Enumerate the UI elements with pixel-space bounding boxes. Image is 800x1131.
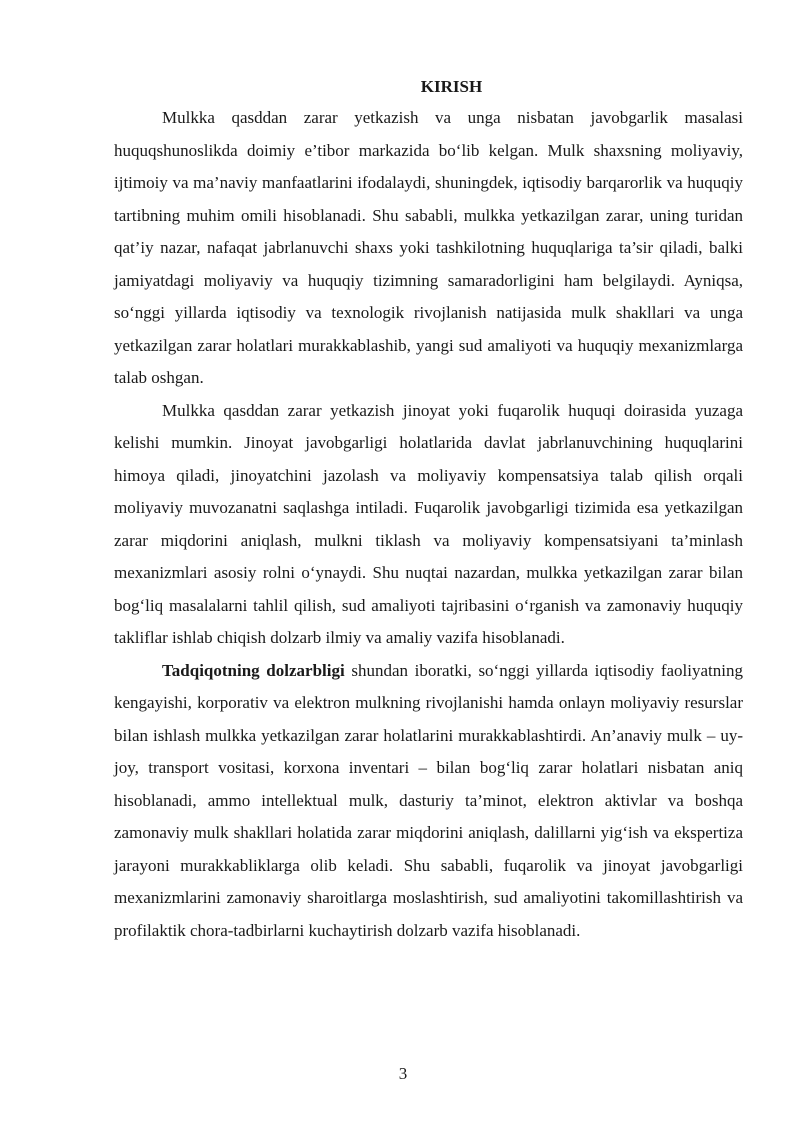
paragraph-3-text: shundan iboratki, so‘nggi yillarda iqtisodiy faoliyatning kengayishi, korporativ va elektron mulkning rivojlanishi hamda onlayn moliyaviy resurslar bilan ishlash mulkka yetkazilgan zarar holatlarini murakkablashtirdi. An’anaviy mulk – uy-joy, transport vositasi, korxona inventari – bilan bog‘liq zarar holatlari nisbatan aniq hisoblanadi, ammo intellektual mulk, dasturiy ta’minot, elektron aktivlar va boshqa zamonaviy mulk shakllari holatida zarar miqdorini aniqlash, dalillarni yig‘ish va ekspertiza jarayoni murakkabliklarga olib keladi. Shu sababli, fuqarolik va jinoyat javobgarligi mexanizmlarini zamonaviy sharoitlarga moslashtirish, sud amaliyotini takomillashtirish va profilaktik chora-tadbirlarni kuchaytirish dolzarb vazifa hisoblanadi. <box>114 660 743 940</box>
paragraph-2 <box>114 395 743 655</box>
paragraph-1 <box>114 102 743 395</box>
section-title: KIRISH <box>420 77 483 96</box>
paragraph-2-text: Mulkka qasddan zarar yetkazish jinoyat yoki fuqarolik huquqi doirasida yuzaga kelishi mumkin. Jinoyat javobgarligi holatlarida davlat jabrlanuvchining huquqlarini himoya qiladi, jinoyatchini jazolash va moliyaviy kompensatsiya talab qilish orqali moliyaviy muvozanatni saqlashga intiladi. Fuqarolik javobgarligi tizimida esa yetkazilgan zarar miqdorini aniqlash, mulkni tiklash va moliyaviy kompensatsiyani ta’minlash mexanizmlari asosiy rolni o‘ynaydi. Shu nuqtai nazardan, mulkka yetkazilgan zarar bilan bog‘liq masalalarni tahlil qilish, sud amaliyoti tajribasini o‘rganish va zamonaviy huquqiy takliflar ishlab chiqish dolzarb ilmiy va amaliy vazifa hisoblanadi. <box>114 400 743 647</box>
page-content <box>114 72 743 947</box>
paragraph-1-text: Mulkka qasddan zarar yetkazish va unga nisbatan javobgarlik masalasi huquqshunoslikda doimiy e’tibor markazida bo‘lib kelgan. Mulk shaxsning moliyaviy, ijtimoiy va ma’naviy manfaatlarini ifodalaydi, shuningdek, iqtisodiy barqarorlik va huquqiy tartibning muhim omili hisoblanadi. Shu sababli, mulkka yetkazilgan zarar, uning turidan qat’iy nazar, nafaqat jabrlanuvchi shaxs yoki tashkilotning huquqlariga ta’sir qiladi, balki jamiyatdagi moliyaviy va huquqiy tizimning samaradorligini ham belgilaydi. Ayniqsa, so‘nggi yillarda iqtisodiy va texnologik rivojlanish natijasida mulk shakllari va unga yetkazilgan zarar holatlari murakkablashib, yangi sud amaliyoti va huquqiy mexanizmlarga talab oshgan. <box>114 108 743 387</box>
page-number: 3 <box>398 1064 408 1083</box>
paragraph-3-lead: Tadqiqotning dolzarbligi <box>162 660 345 680</box>
paragraph-3 <box>114 655 743 948</box>
